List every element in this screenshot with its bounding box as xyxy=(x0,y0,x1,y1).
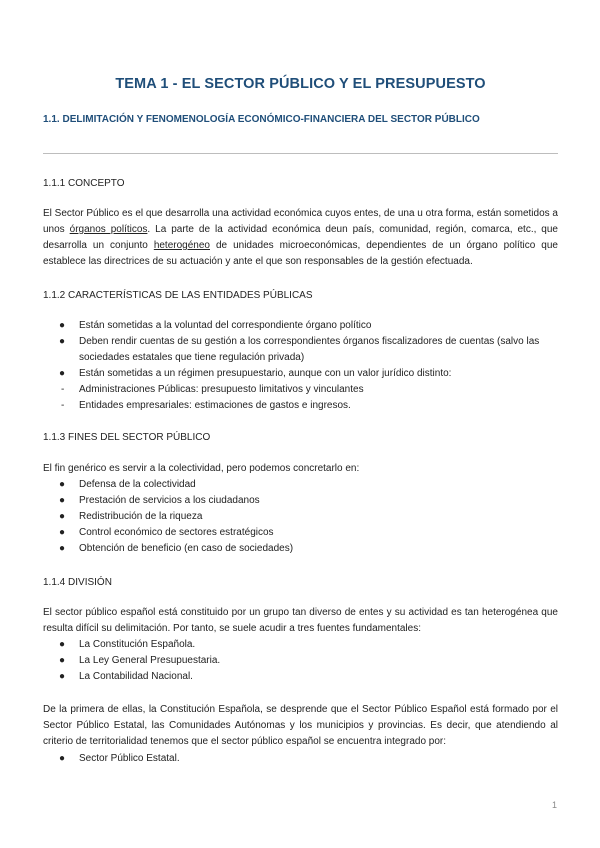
list-item xyxy=(43,493,558,509)
dash-icon: - xyxy=(61,384,65,395)
list-item-text: Entidades empresariales: estimaciones de gastos e ingresos. xyxy=(79,400,351,411)
sub-list-item xyxy=(43,398,558,414)
caracteristicas-heading: 1.1.2 CARACTERÍSTICAS DE LAS ENTIDADES PÚBLICAS xyxy=(43,290,313,301)
bullet-icon: ● xyxy=(59,527,66,538)
section-word: ECONÓMICO-FINANCIERA xyxy=(237,114,366,125)
concepto-paragraph xyxy=(43,206,558,270)
list-item-text: Prestación de servicios a los ciudadanos xyxy=(79,495,260,506)
section-word: DEL xyxy=(367,114,388,125)
list-item-text: Deben rendir cuentas de su gestión a los correspondientes órganos fiscalizadores de cuentas (salvo las sociedades estatales que tiene regulación privada) xyxy=(79,336,540,363)
list-item xyxy=(43,653,558,669)
section-word: FENOMENOLOGÍA xyxy=(145,114,235,125)
list-item xyxy=(43,669,558,685)
list-item-text: Obtención de beneficio (en caso de sociedades) xyxy=(79,543,294,554)
bullet-icon: ● xyxy=(59,543,66,554)
document-title: TEMA 1 - EL SECTOR PÚBLICO Y EL PRESUPUESTO xyxy=(115,76,486,92)
bullet-icon: ● xyxy=(59,671,66,682)
list-item xyxy=(43,525,558,541)
concepto-heading: 1.1.1 CONCEPTO xyxy=(43,178,125,189)
list-item-text: Control económico de sectores estratégicos xyxy=(79,527,274,538)
list-item xyxy=(43,541,558,557)
underlined-term: heterogéneo xyxy=(153,240,210,251)
list-item-text: Redistribución de la riqueza xyxy=(79,511,203,522)
division-paragraph: De la primera de ellas, la Constitución Española, se desprende que el Sector Público Español está formado por el Sector Público Estatal, las Comunidades Autónomas y los municipios y provincias. Es decir, que atendiendo al criterio de territorialidad tenemos que el sector público español se encuentra integrado por: xyxy=(43,704,558,747)
bullet-icon: ● xyxy=(59,368,66,379)
list-item xyxy=(43,318,558,334)
bullet-icon: ● xyxy=(59,511,66,522)
bullet-icon: ● xyxy=(59,639,66,650)
section-word: PÚBLICO xyxy=(434,114,480,125)
list-item xyxy=(43,366,558,382)
list-item-text: La Contabilidad Nacional. xyxy=(79,671,193,682)
list-item-text: Administraciones Públicas: presupuesto limitativos y vinculantes xyxy=(79,384,364,395)
list-item xyxy=(43,637,558,653)
list-item-text: Están sometidas a un régimen presupuestario, aunque con un valor jurídico distinto: xyxy=(79,368,452,379)
division-heading: 1.1.4 DIVISIÓN xyxy=(43,577,112,588)
section-word: DELIMITACIÓN xyxy=(62,114,134,125)
section-word: Y xyxy=(136,114,144,125)
text-run: de unidades microeconómicas, dependientes de un órgano político que establece las directrices de su actuación y ante el que son responsables de la gestión efectuada. xyxy=(43,240,558,267)
fines-intro: El fin genérico es servir a la colectividad, pero podemos concretarlo en: xyxy=(43,463,360,474)
underlined-term: órganos políticos xyxy=(69,224,148,235)
caracteristicas-list xyxy=(43,318,558,414)
section-divider xyxy=(43,153,558,154)
division-list xyxy=(43,637,558,685)
bullet-icon: ● xyxy=(59,495,66,506)
list-item-text: La Ley General Presupuestaria. xyxy=(79,655,221,666)
list-item xyxy=(43,751,558,767)
section-word: SECTOR xyxy=(390,114,432,125)
bullet-icon: ● xyxy=(59,336,66,347)
text-run: El Sector Público es el que desarrolla una actividad económica cuyos entes, de una u otra forma, están sometidos a unos xyxy=(43,208,558,235)
bullet-icon: ● xyxy=(59,655,66,666)
list-item-text: Sector Público Estatal. xyxy=(79,753,180,764)
text-run: . La parte de la actividad económica deun país, comunidad, región, comarca, etc., que desarrolla un conjunto xyxy=(43,224,558,251)
list-item-text: Defensa de la colectividad xyxy=(79,479,196,490)
dash-icon: - xyxy=(61,400,65,411)
bullet-icon: ● xyxy=(59,320,66,331)
list-item xyxy=(43,509,558,525)
fines-heading: 1.1.3 FINES DEL SECTOR PÚBLICO xyxy=(43,432,211,443)
list-item-text: La Constitución Española. xyxy=(79,639,196,650)
list-item xyxy=(43,477,558,493)
sub-list-item xyxy=(43,382,558,398)
division-intro: El sector público español está constituido por un grupo tan diverso de entes y su actividad es tan heterogénea que resulta difícil su delimitación. Por tanto, se suele acudir a tres fuentes fundamentales: xyxy=(43,607,558,634)
section-heading xyxy=(43,111,558,128)
division-list-2 xyxy=(43,751,558,767)
list-item xyxy=(43,334,558,366)
section-number: 1.1. xyxy=(43,114,60,125)
list-item-text: Están sometidas a la voluntad del correspondiente órgano político xyxy=(79,320,372,331)
page-number: 1 xyxy=(552,800,558,810)
bullet-icon: ● xyxy=(59,753,66,764)
fines-list xyxy=(43,477,558,557)
bullet-icon: ● xyxy=(59,479,66,490)
